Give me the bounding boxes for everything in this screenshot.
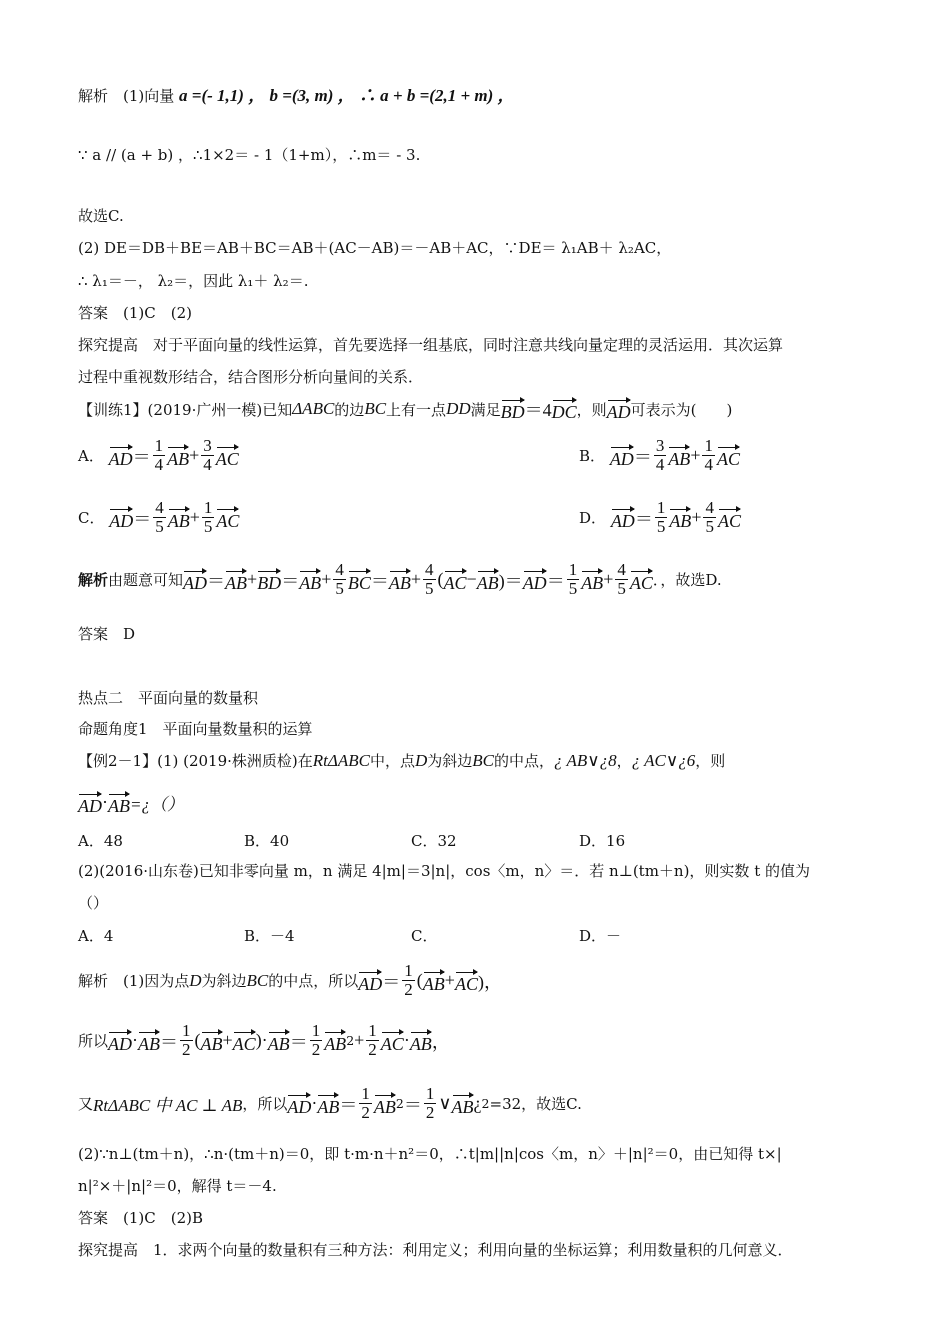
example-text: 为斜边 [427, 752, 473, 770]
solution-text: 为斜边 [201, 972, 247, 990]
solution-2-line-1: 解析 (1)因为点 D 为斜边 BC 的中点，所以 AD ＝ $\frac{1}{2}$ ( AB + AC )， [78, 961, 502, 999]
option-label: D． [579, 509, 607, 527]
example-text: 的中点， [494, 752, 555, 770]
choice-c: C．32 [411, 832, 457, 850]
example-text: 中，点 [369, 752, 415, 770]
solution-label: 解析 (1)向量 [78, 87, 175, 105]
solution-2-line-3: 又 RtΔABC 中 AC ⊥ AB ，所以 AD · AB ＝ $\frac{1}{2}$ AB 2 ＝ $\frac{1}{2}$ ∨ AB ¿ 2 =32，故选C. [78, 1084, 582, 1122]
choice-b-2: B．－4 [244, 927, 295, 945]
point-d: D [189, 970, 202, 990]
tip-line-1: 探究提高 对于平面向量的线性运算，首先要选择一组基底，同时注意共线向量定理的灵活运用．其次运算 [78, 336, 784, 354]
solution-2-line-2: 所以 AD · AB ＝ $\frac{1}{2}$ ( AB + AC )· AB ＝ $\frac{1}{2}$ AB 2 + $\frac{1}{2}$ AC · AB ， [78, 1021, 450, 1059]
choice-a: A．48 [78, 832, 123, 850]
solution-line-2 [78, 145, 420, 165]
solution-2-line-4: (2)∵n⊥(tm＋n)，∴n·(tm＋n)＝0，即 t·m·n＋n²＝0，∴t|m||n|cos〈m，n〉＋|n|²＝0，由已知得 t×| [78, 1145, 782, 1163]
train-text: 的边 [334, 400, 365, 419]
option-b: B． AD ＝ $\frac{3}{4}$ AB + $\frac{1}{4}$ AC [579, 436, 740, 474]
solution-line-5: ∴ λ₁＝－， λ₂＝，因此 λ₁＋ λ₂＝. [78, 272, 309, 290]
point-d: D [414, 750, 428, 770]
train-text: ，则 [576, 400, 607, 419]
vector-dc: DC [552, 397, 577, 421]
solution-2-line-5: n|²×＋|n|²＝0，解得 t＝－4. [78, 1177, 277, 1195]
example-text: ，则 [695, 752, 726, 770]
solution-text: 所以 [78, 1032, 109, 1050]
perpendicular-condition: RtΔABC 中 AC ⊥ AB [93, 1096, 243, 1115]
triangle-rt-abc: RtΔABC [312, 750, 370, 770]
example-text: =¿（） [130, 795, 184, 814]
option-a: A． AD ＝ $\frac{1}{4}$ AB + $\frac{3}{4}$ AC [78, 436, 239, 474]
point-d: DD [446, 399, 471, 418]
solution-text: 解析 (1)因为点 [78, 972, 190, 990]
example-question: 【例2－1】(1) (2019·株洲质检)在 RtΔABC 中，点 D 为斜边 BC 的中点， ¿ AB∨¿8 ， ¿ AC∨¿6 ，则 [78, 750, 726, 770]
solution-text: ，所以 [242, 1095, 288, 1113]
choice-b: B．40 [244, 832, 290, 850]
solution-label: 解析 [78, 571, 109, 589]
parallel-condition: ∵ a // (a + b) ，∴1×2＝ - 1（1+m），∴m＝ - 3. [78, 146, 421, 164]
solution-text: 又 [78, 1095, 94, 1113]
train-text: 可表示为( ) [630, 400, 733, 419]
answer-line-1: 答案 (1)C (2) [78, 304, 192, 322]
vector-bd: BD [501, 397, 525, 421]
subsection-heading: 命题角度1 平面向量数量积的运算 [78, 720, 313, 738]
solution-text: 由题意可知 [108, 571, 184, 589]
triangle-abc: ΔABC [292, 399, 335, 418]
example-text: 【例2－1】(1) (2019·株洲质检)在 [78, 752, 313, 770]
train-prefix: 【训练1】(2019·广州一模)已知 [78, 400, 293, 419]
solution-line-3: 故选C. [78, 207, 124, 225]
segment-bc: BC [472, 750, 494, 770]
section-heading: 热点二 平面向量的数量积 [78, 689, 259, 707]
vector-sum-formula: a =(- 1,1) ， b =(3, m) ， ∴ a + b =(2,1 + m) ， [179, 86, 515, 105]
choice-d: D．16 [579, 832, 626, 850]
choice-a-2: A．4 [78, 927, 114, 945]
tip-line-2: 过程中重视数形结合，结合图形分析向量间的关系． [78, 368, 424, 386]
solution-line-1 [78, 86, 515, 106]
option-c: C． AD ＝ $\frac{4}{5}$ AB + $\frac{1}{5}$ AC [78, 498, 240, 536]
tip-line-3: 探究提高 1．求两个向量的数量积有三种方法：利用定义；利用向量的坐标运算；利用数量积的几何意义． [78, 1241, 793, 1259]
training-solution: 解析 由题意可知 AD ＝ AB + BD ＝ AB + $\frac{4}{5}$ BC ＝ AB + $\frac{4}{5}$ ( AC − AB )＝ AD ＝ $\frac{1}{5}$ AB + $\frac{4}{5}$ AC ．，故选D. [78, 560, 722, 598]
train-text: 上有一点 [386, 400, 447, 419]
choice-d-2: D．－ [579, 927, 622, 945]
option-label: C． [78, 509, 105, 527]
solution-text: =32，故选C. [489, 1095, 582, 1113]
train-text: 满足 [470, 400, 501, 419]
question-2-line-1: (2)(2016·山东卷)已知非零向量 m，n 满足 4|m|＝3|n|，cos〈m，n〉＝．若 n⊥(tm＋n)，则实数 t 的值为 [78, 862, 811, 880]
option-d: D． AD ＝ $\frac{1}{5}$ AB + $\frac{4}{5}$ AC [579, 498, 741, 536]
example-question-2: AD · AB =¿（） [78, 792, 184, 816]
question-2-line-2: （） [78, 894, 109, 912]
length-ac: ¿ AC∨¿6 [631, 750, 696, 770]
solution-text: ．，故选D. [652, 571, 722, 589]
segment-bc: BC [246, 970, 269, 990]
segment-bc: BC [364, 399, 387, 418]
length-ab: ¿ AB∨¿8 [554, 750, 617, 770]
solution-text: 的中点，所以 [268, 972, 359, 990]
answer-line-3: 答案 (1)C (2)B [78, 1209, 203, 1227]
option-label: B． [579, 447, 606, 465]
training-question: 【训练1】(2019·广州一模)已知 ΔABC 的边 BC 上有一点 DD 满足 BD ＝4 DC ，则 AD 可表示为( ) [78, 399, 733, 422]
vector-ad: AD [607, 397, 631, 421]
option-label: A． [78, 447, 104, 465]
answer-line-2: 答案 D [78, 625, 136, 643]
choice-c-2: C． [411, 927, 438, 945]
solution-line-4: (2) DE＝DB＋BE＝AB＋BC＝AB＋(AC－AB)＝－AB＋AC，∵DE＝ λ₁AB＋ λ₂AC， [78, 239, 672, 257]
